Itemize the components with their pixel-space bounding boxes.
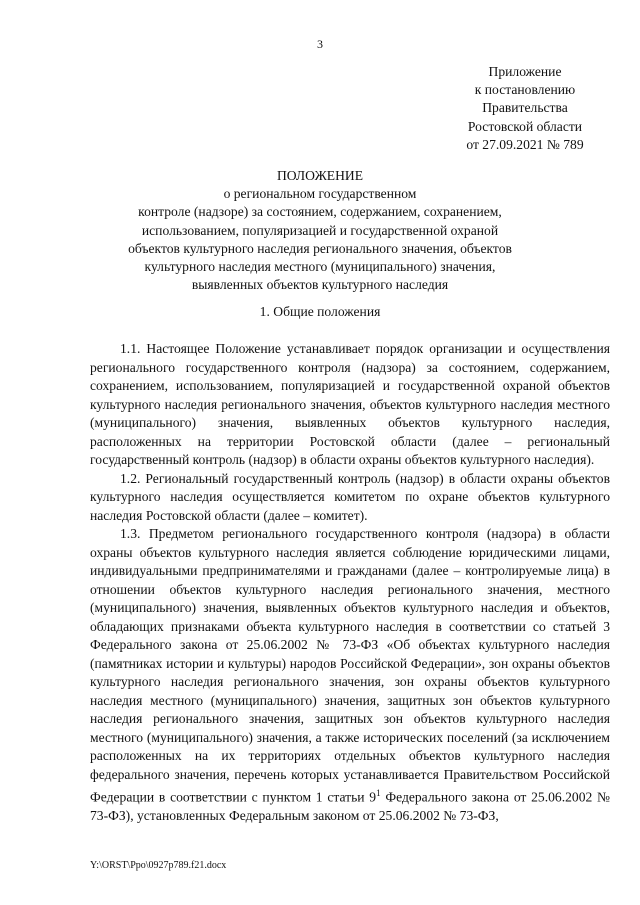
title-line: объектов культурного наследия регионального значения, объектов — [128, 240, 512, 256]
section-heading: 1. Общие положения — [259, 304, 381, 319]
superscript: 1 — [376, 788, 381, 798]
title-line: культурного наследия местного (муниципального) значения, — [144, 259, 496, 275]
title-line: о региональном государственном — [223, 186, 417, 202]
paragraph-1-1: 1.1. Настоящее Положение устанавливает порядок организации и осуществления регионального государственного контроля (надзора) за состоянием, содержанием, сохранением, использованием, популяризацией и государственной охраной объектов культурного наследия регионального значения, объектов культурного наследия местного (муниципального) значения, выявленных объектов культурного наследия, расположенных на территории Ростовской области (далее – региональный государственный контроль (надзор) в области охраны объектов культурного наследия). — [90, 341, 610, 467]
paragraph-1-3-tail: Федерального закона от 25.06.2002 № 73-ФЗ), установленных Федеральным законом от 25.06.2002 № 73-ФЗ, — [90, 789, 610, 824]
paragraph-1-2: 1.2. Региональный государственный контроль (надзор) в области охраны объектов культурного наследия осуществляется комитетом по охране объектов культурного наследия Ростовской области (далее – комитет). — [90, 470, 610, 523]
page-number: 3 — [317, 37, 323, 51]
paragraph-1-3 — [90, 525, 610, 826]
appendix-line: от 27.09.2021 № 789 — [466, 136, 584, 152]
appendix-line: Ростовской области — [467, 118, 583, 134]
title-heading: ПОЛОЖЕНИЕ — [276, 168, 364, 183]
title-line: контроле (надзоре) за состоянием, содержанием, сохранением, — [138, 204, 502, 220]
appendix-block — [455, 63, 595, 154]
title-line: использованием, популяризацией и государственной охраной — [141, 222, 499, 238]
appendix-line: к постановлению — [474, 82, 576, 98]
document-title — [110, 167, 530, 294]
title-line: выявленных объектов культурного наследия — [191, 277, 449, 293]
appendix-line: Приложение — [488, 64, 562, 79]
appendix-line: Правительства — [482, 100, 568, 116]
paragraph-1-3-text: 1.3. Предметом регионального государственного контроля (надзора) в области охраны объектов культурного наследия является соблюдение юридическими лицами, индивидуальными предпринимателями и гражданами (далее – контролируемые лица) в отношении объектов культурного наследия регионального значения, местного (муниципального) значения, выявленных объектов культурного наследия и объектов, обладающих признаками объекта культурного наследия в соответствии со статьей 3 Федерального закона от 25.06.2002 № 73-ФЗ «Об объектах культурного наследия (памятниках истории и культуры) народов Российской Федерации», зон охраны объектов культурного наследия регионального значения, зон охраны объектов культурного наследия местного (муниципального) значения, защитных зон объектов культурного наследия регионального значения, защитных зон объектов культурного наследия местного (муниципального) значения, а также исторических поселений (за исключением расположенных на их территориях отдельных объектов культурного наследия федерального значения, перечень которых устанавливается Правительством Российской Федерации в соответствии с пунктом 1 статьи 9 — [90, 526, 610, 805]
file-path-footer: Y:\ORST\Ppo\0927p789.f21.docx — [90, 860, 227, 871]
document-body — [90, 340, 610, 826]
